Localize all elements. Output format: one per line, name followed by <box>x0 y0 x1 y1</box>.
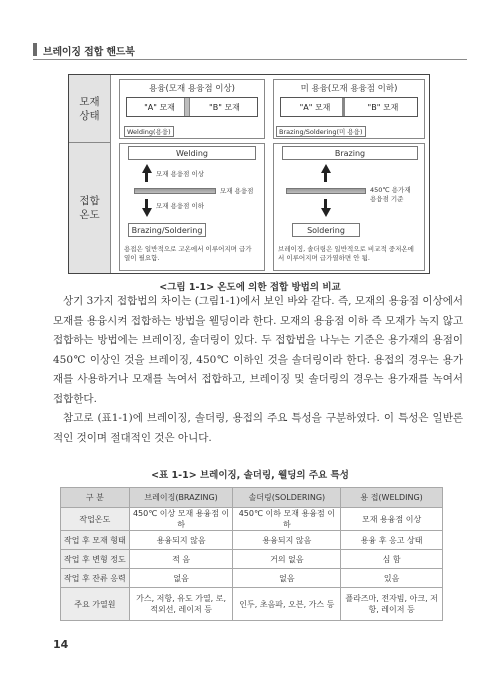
arrow-down-icon <box>321 208 331 217</box>
header-accent-bar <box>33 43 37 56</box>
row-label-line: 상태 <box>79 109 100 122</box>
panel-melting <box>119 79 265 139</box>
panel-brazing-temperature <box>273 143 425 271</box>
comparison-table <box>60 487 443 621</box>
table-header-cell: 용 접(WELDING) <box>341 488 443 508</box>
note-line: 용접은 일반적으로 고온에서 이루어지며 급가 <box>124 245 252 253</box>
table-row-header: 작업 후 모재 형태 <box>61 531 130 550</box>
panel-non-melting <box>273 79 425 139</box>
reference-temperature-line <box>286 188 366 194</box>
table-cell: 없음 <box>233 569 341 588</box>
table-cell: 심 함 <box>341 550 443 569</box>
table-header-cell: 구 분 <box>61 488 130 508</box>
material-b-label: "B" 모재 <box>209 102 240 112</box>
header-title: 브레이징 접합 핸드북 <box>43 47 135 58</box>
table-cell: 용융되지 않음 <box>129 531 233 550</box>
welding-note <box>124 245 252 263</box>
row-label-line: 모재 <box>79 95 100 108</box>
table-cell: 용융 후 응고 상태 <box>341 531 443 550</box>
material-a-label: "A" 모재 <box>299 102 331 112</box>
table-cell: 450℃ 이상 모재 용융점 이하 <box>129 508 233 531</box>
label-line: 용융점 기준 <box>370 195 404 203</box>
running-header <box>33 40 467 60</box>
panel-title: 미 용융(모재 용융점 이하) <box>300 84 398 94</box>
table-cell: 인두, 초음파, 오븐, 가스 등 <box>233 588 341 621</box>
table-cell: 모재 용융점 이상 <box>341 508 443 531</box>
row-label-join-temperature <box>69 143 111 273</box>
arrow-stem <box>145 172 148 182</box>
table-header-cell: 솔더링(SOLDERING) <box>233 488 341 508</box>
table-cell: 450℃ 이하 모재 용융점 이하 <box>233 508 341 531</box>
table-row-header: 작업온도 <box>61 508 130 531</box>
row-label-base-state <box>69 75 111 143</box>
arrow-down-icon <box>142 208 152 217</box>
table-cell: 적 음 <box>129 550 233 569</box>
above-melting-label: 모재 용융점 이상 <box>156 170 205 178</box>
reference-temperature-label <box>370 186 411 204</box>
row-label-line: 온도 <box>79 209 100 221</box>
filler-gap <box>342 98 345 116</box>
table-cell: 없음 <box>129 569 233 588</box>
weld-fusion-zone <box>184 98 190 116</box>
table-row-header: 주요 가열원 <box>61 588 130 621</box>
page-number: 14 <box>53 638 69 651</box>
table-row-header: 작업 후 변형 정도 <box>61 550 130 569</box>
brazing-label: Brazing <box>282 146 418 160</box>
panel-welding-temperature <box>119 143 265 271</box>
arrow-stem <box>324 172 327 182</box>
melting-point-label: 모재 용융점 <box>220 187 254 195</box>
welding-label: Welding <box>128 146 256 160</box>
state-caption: Welding(용융) <box>124 126 174 137</box>
table-row-header: 작업 후 잔류 응력 <box>61 569 130 588</box>
table-row <box>61 550 443 569</box>
material-a-label: "A" 모재 <box>144 102 175 112</box>
base-materials <box>280 97 418 117</box>
table-row <box>61 569 443 588</box>
table-row <box>61 588 443 621</box>
material-b-label: "B" 모재 <box>367 102 399 112</box>
table-row <box>61 531 443 550</box>
note-line: 브레이징, 솔더링은 일반적으로 비교적 중저온에 <box>278 245 414 253</box>
table-cell: 용융되지 않음 <box>233 531 341 550</box>
table-cell: 플라즈마, 전자빔, 아크, 저항, 레이저 등 <box>341 588 443 621</box>
table-cell: 거의 없음 <box>233 550 341 569</box>
brazing-note <box>278 245 414 263</box>
table-caption: <표 1-1> 브레이징, 솔더링, 웰딩의 주요 특성 <box>151 470 349 481</box>
melting-point-line <box>134 188 216 194</box>
base-materials <box>126 97 258 117</box>
note-line: 열이 필요함. <box>124 254 160 262</box>
state-caption: Brazing/Soldering(미 용융) <box>276 126 366 137</box>
table-row <box>61 508 443 531</box>
table-cell: 있음 <box>341 569 443 588</box>
body-paragraph: 상기 3가지 접합법의 차이는 (그림1-1)에서 보인 바와 같다. 즉, 모재의 용융점 이상에서 모재를 용융시켜 접합하는 방법을 웰딩이라 한다. 모재의 용융점 이하 즉 모재가 녹지 않고 접합하는 방법에는 브레이징, 솔더링이 있다. 두 접합법을 나누는 기준은 용가재의 용점이 450℃ 이상인 것을 브레이징, 450℃ 이하인 것을 솔더링이라 한다. 용접의 경우는 용가재를 사용하거나 모재를 녹여서 접합하고, 브레이징 및 솔더링의 경우는 용가재를 녹여서 접합한다. <box>53 295 463 405</box>
below-melting-label: 모재 용융점 이하 <box>156 202 205 210</box>
brazing-soldering-label: Brazing/Soldering <box>128 223 206 237</box>
row-label-line: 접합 <box>79 195 100 207</box>
panel-title: 용융(모재 용융점 이상) <box>149 84 235 94</box>
table-cell: 가스, 저항, 유도 가열, 로, 적외선, 레이저 등 <box>129 588 233 621</box>
table-header-row <box>61 488 443 508</box>
table-header-cell: 브레이징(BRAZING) <box>129 488 233 508</box>
note-line: 서 이루어지며 급가열하면 안 됨. <box>278 254 370 262</box>
figure-1-1 <box>68 74 430 274</box>
label-line: 450℃ 용가재 <box>370 186 411 194</box>
soldering-label: Soldering <box>292 223 360 237</box>
figure-caption: <그림 1-1> 온도에 의한 접합 방법의 비교 <box>159 282 341 293</box>
body-paragraph: 참고로 (표1-1)에 브레이징, 솔더링, 용접의 주요 특성을 구분하였다. 이 특성은 일반론적인 것이며 절대적인 것은 아니다. <box>53 412 463 444</box>
